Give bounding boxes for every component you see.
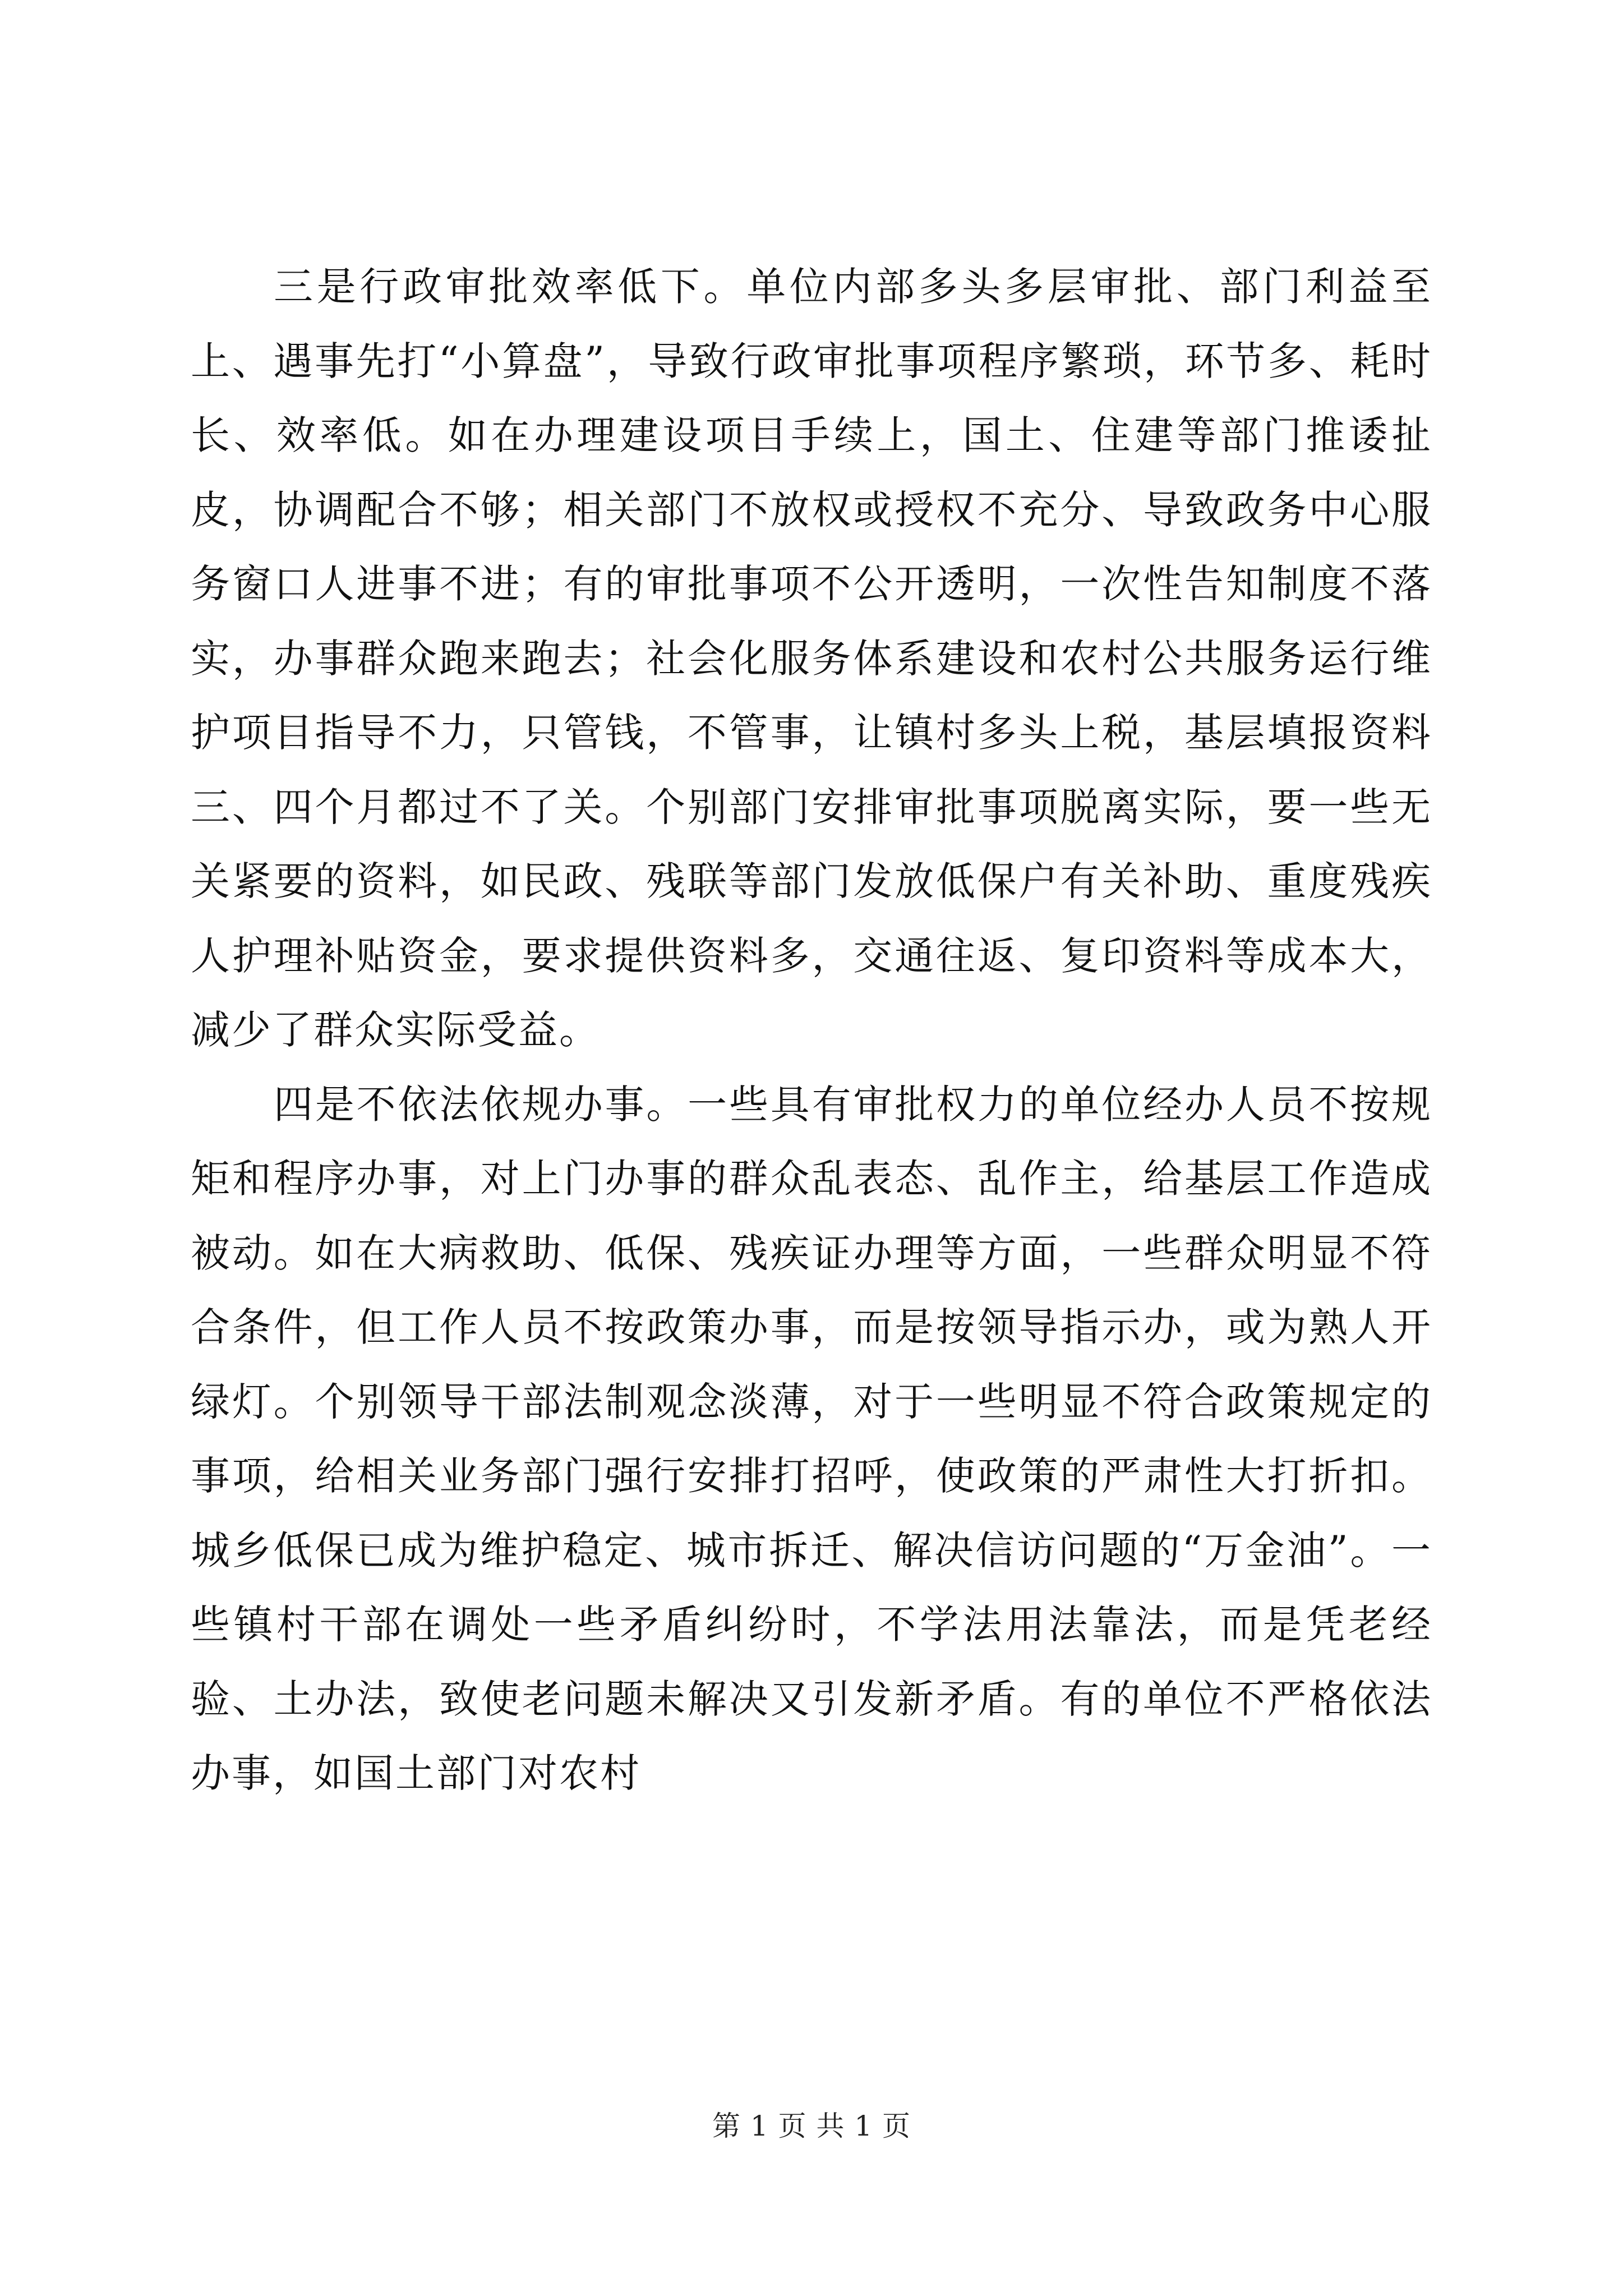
- paragraph-lawful-handling: 四是不依法依规办事。一些具有审批权力的单位经办人员不按规矩和程序办事，对上门办事的群众乱表态、乱作主，给基层工作造成被动。如在大病救助、低保、残疾证办理等方面，一些群众明显不符合条件，但工作人员不按政策办事，而是按领导指示办，或为熟人开绿灯。个别领导干部法制观念淡薄，对于一些明显不符合政策规定的事项，给相关业务部门强行安排打招呼，使政策的严肃性大打折扣。城乡低保已成为维护稳定、城市拆迁、解决信访问题的“万金油”。一些镇村干部在调处一些矛盾纠纷时，不学法用法靠法，而是凭老经验、土办法，致使老问题未解决又引发新矛盾。有的单位不严格依法办事，如国土部门对农村: [191, 1081, 1432, 1796]
- page-footer: 第 1 页 共 1 页: [712, 2110, 911, 2142]
- document-body: [191, 250, 1432, 1811]
- paragraph-administrative-approval: 三是行政审批效率低下。单位内部多头多层审批、部门利益至上、遇事先打“小算盘”，导致行政审批事项程序繁琐，环节多、耗时长、效率低。如在办理建设项目手续上，国土、住建等部门推诿扯皮，协调配合不够；相关部门不放权或授权不充分、导致政务中心服务窗口人进事不进；有的审批事项不公开透明，一次性告知制度不落实，办事群众跑来跑去；社会化服务体系建设和农村公共服务运行维护项目指导不力，只管钱，不管事，让镇村多头上税，基层填报资料三、四个月都过不了关。个别部门安排审批事项脱离实际，要一些无关紧要的资料，如民政、残联等部门发放低保户有关补助、重度残疾人护理补贴资金，要求提供资料多，交通往返、复印资料等成本大，减少了群众实际受益。: [191, 264, 1432, 1053]
